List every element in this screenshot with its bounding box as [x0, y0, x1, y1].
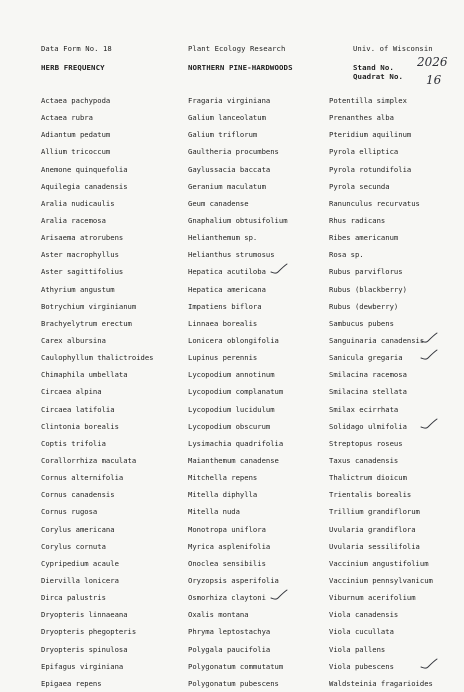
species-item: Epigaea repens: [41, 678, 102, 688]
species-item: Gaylussacia baccata: [188, 164, 271, 174]
species-item: Lycopodium lucidulum: [188, 404, 275, 414]
species-item: Aralia racemosa: [41, 215, 106, 225]
species-item: Solidago ulmifolia: [329, 418, 464, 435]
checkmark-icon: [420, 329, 438, 347]
species-item: Prenanthes alba: [329, 113, 394, 123]
species-item: Rubus (blackberry): [329, 284, 407, 294]
species-item: Gnaphalium obtusifolium: [188, 215, 288, 225]
species-item: Botrychium virginianum: [41, 301, 137, 311]
species-item: Impatiens biflora: [188, 301, 262, 311]
species-item: Cypripedium acaule: [41, 558, 119, 568]
species-column-3: [329, 92, 464, 692]
species-item: Polygonatum pubescens: [188, 678, 279, 688]
species-item: Viola pallens: [329, 644, 386, 654]
species-item: Myrica asplenifolia: [188, 541, 271, 551]
species-item: Cornus alternifolia: [41, 473, 124, 483]
species-item: Viola pubescens: [329, 658, 464, 675]
species-item: Smilax ecirrhata: [329, 404, 399, 414]
species-item: Trientalis borealis: [329, 490, 412, 500]
species-item: Linnaea borealis: [188, 318, 258, 328]
species-item: Geranium maculatum: [188, 181, 266, 191]
species-item: Epifagus virginiana: [41, 661, 124, 671]
species-item: Corallorrhiza maculata: [41, 455, 137, 465]
species-item: Anemone quinquefolia: [41, 164, 128, 174]
stand-number-value: 2026: [417, 55, 448, 69]
species-item: Galium triflorum: [188, 130, 258, 140]
species-item: Diervilla lonicera: [41, 575, 119, 585]
species-item: Lycopodium annotinum: [188, 370, 275, 380]
species-item: Circaea alpina: [41, 387, 102, 397]
species-item: Oxalis montana: [188, 610, 249, 620]
species-item: Adiantum pedatum: [41, 130, 111, 140]
species-item: Viola canadensis: [329, 610, 399, 620]
org-label: Plant Ecology Research: [188, 44, 286, 53]
species-item: Galium lanceolatum: [188, 113, 266, 123]
species-item: Thalictrum dioicum: [329, 473, 407, 483]
species-item: Pyrola elliptica: [329, 147, 399, 157]
species-item: Uvularia sessilifolia: [329, 541, 420, 551]
species-item: Taxus canadensis: [329, 455, 399, 465]
species-item: Viburnum acerifolium: [329, 593, 416, 603]
species-item: Athyrium angustum: [41, 284, 115, 294]
species-item: Aster sagittifolius: [41, 267, 124, 277]
species-item: Ribes americanum: [329, 233, 399, 243]
species-item: Dryopteris phegopteris: [41, 627, 137, 637]
quadrat-number-value: 16: [426, 73, 442, 87]
species-item: Mitella nuda: [188, 507, 240, 517]
form-label: Data Form No. 18: [41, 44, 112, 53]
species-item: Aralia nudicaulis: [41, 198, 115, 208]
species-item: Lycopodium obscurum: [188, 421, 271, 431]
species-item: Smilacina stellata: [329, 387, 407, 397]
species-item: Polygonatum commutatum: [188, 661, 284, 671]
quadrat-number-label: Quadrat No.: [353, 72, 404, 81]
species-item: Fragaria virginiana: [188, 96, 271, 105]
species-item: Helianthus strumosus: [188, 250, 275, 260]
species-item: Vaccinium pennsylvanicum: [329, 575, 433, 585]
species-item: Mitella diphylla: [188, 490, 258, 500]
species-column-1: [41, 92, 191, 692]
checkmark-icon: [270, 260, 288, 278]
form-title: HERB FREQUENCY: [41, 63, 105, 72]
species-item: Potentilla simplex: [329, 96, 407, 105]
species-item: Hepatica acutiloba: [188, 263, 338, 280]
species-item: Rubus (dewberry): [329, 301, 399, 311]
species-item: Hepatica americana: [188, 284, 266, 294]
species-item: Maianthemum canadense: [188, 455, 279, 465]
species-item: Clintonia borealis: [41, 421, 119, 431]
species-item: Actaea rubra: [41, 113, 93, 123]
species-item: Corylus americana: [41, 524, 115, 534]
species-item: Carex albursina: [41, 335, 106, 345]
species-item: Viola cucullata: [329, 627, 394, 637]
stand-number-label: Stand No.: [353, 63, 394, 72]
species-item: Rhus radicans: [329, 215, 386, 225]
university-label: Univ. of Wisconsin: [353, 44, 433, 53]
species-item: Caulophyllum thalictroides: [41, 353, 154, 363]
species-item: Vaccinium angustifolium: [329, 558, 429, 568]
species-item: Phryma leptostachya: [188, 627, 271, 637]
species-item: Osmorhiza claytoni: [188, 589, 338, 606]
species-item: Mitchella repens: [188, 473, 258, 483]
species-item: Smilacina racemosa: [329, 370, 407, 380]
species-item: Lupinus perennis: [188, 353, 258, 363]
species-item: Dirca palustris: [41, 593, 106, 603]
species-item: Brachyelytrum erectum: [41, 318, 132, 328]
species-item: Streptopus roseus: [329, 438, 403, 448]
species-item: Pyrola rotundifolia: [329, 164, 412, 174]
forest-type-title: NORTHERN PINE-HARDWOODS: [188, 63, 293, 72]
species-item: Coptis trifolia: [41, 438, 106, 448]
species-item: Actaea pachypoda: [41, 96, 111, 105]
species-item: Monotropa uniflora: [188, 524, 266, 534]
species-item: Oryzopsis asperifolia: [188, 575, 279, 585]
checkmark-icon: [420, 346, 438, 364]
species-item: Dryopteris spinulosa: [41, 644, 128, 654]
species-item: Sambucus pubens: [329, 318, 394, 328]
species-item: Lycopodium complanatum: [188, 387, 284, 397]
species-item: Lysimachia quadrifolia: [188, 438, 284, 448]
species-item: Corylus cornuta: [41, 541, 106, 551]
species-item: Trillium grandiflorum: [329, 507, 420, 517]
checkmark-icon: [420, 655, 438, 673]
checkmark-icon: [270, 586, 288, 604]
species-item: Waldsteinia fragarioides: [329, 678, 433, 688]
species-item: Chimaphila umbellata: [41, 370, 128, 380]
species-item: Polygala paucifolia: [188, 644, 271, 654]
species-item: Gaultheria procumbens: [188, 147, 279, 157]
species-item: Rubus parviflorus: [329, 267, 403, 277]
species-item: Geum canadense: [188, 198, 249, 208]
species-item: Cornus rugosa: [41, 507, 98, 517]
species-item: Dryopteris linnaeana: [41, 610, 128, 620]
species-item: Onoclea sensibilis: [188, 558, 266, 568]
species-item: Sanguinaria canadensis: [329, 332, 464, 349]
species-item: Rosa sp.: [329, 250, 364, 260]
species-item: Lonicera oblongifolia: [188, 335, 279, 345]
species-item: Ranunculus recurvatus: [329, 198, 420, 208]
species-item: Arisaema atrorubens: [41, 233, 124, 243]
species-item: Aquilegia canadensis: [41, 181, 128, 191]
species-item: Circaea latifolia: [41, 404, 115, 414]
species-item: Helianthemum sp.: [188, 233, 258, 243]
species-list: [0, 92, 464, 688]
species-item: Uvularia grandiflora: [329, 524, 416, 534]
checkmark-icon: [420, 415, 438, 433]
species-item: Allium tricoccum: [41, 147, 111, 157]
species-item: Sanicula gregaria: [329, 349, 464, 366]
species-item: Cornus canadensis: [41, 490, 115, 500]
species-item: Pteridium aquilinum: [329, 130, 412, 140]
species-column-2: [188, 92, 338, 692]
species-item: Pyrola secunda: [329, 181, 390, 191]
species-item: Aster macrophyllus: [41, 250, 119, 260]
